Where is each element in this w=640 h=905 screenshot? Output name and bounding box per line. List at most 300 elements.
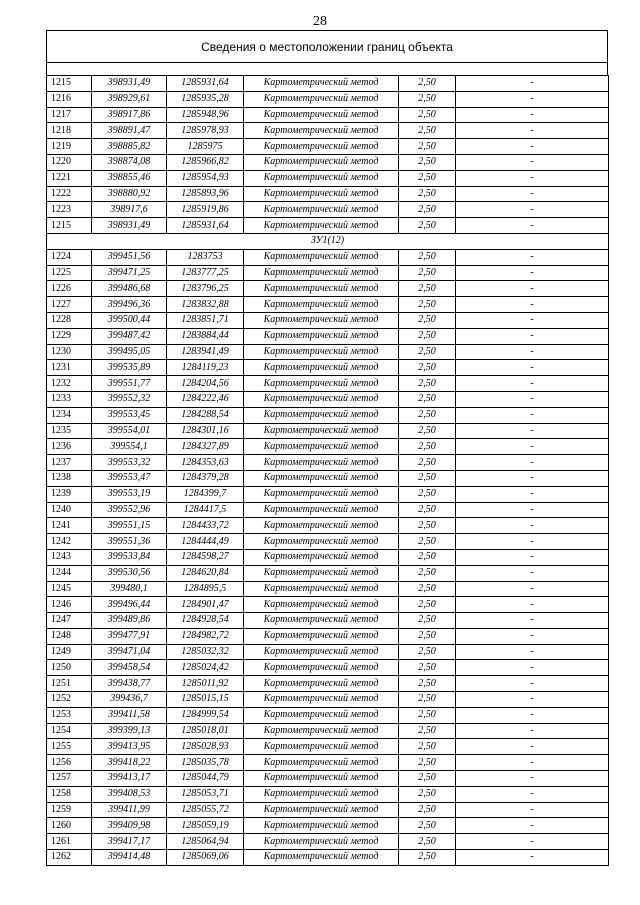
table-row xyxy=(47,139,609,155)
method-cell: Картометрический метод xyxy=(244,170,399,186)
description-cell: - xyxy=(456,170,609,186)
point-number-cell: 1245 xyxy=(47,581,92,597)
x-coordinate-cell: 399486,68 xyxy=(92,281,167,297)
method-cell: Картометрический метод xyxy=(244,455,399,471)
y-coordinate-cell: 1285015,15 xyxy=(167,692,244,708)
accuracy-cell: 2,50 xyxy=(399,581,456,597)
method-cell: Картометрический метод xyxy=(244,76,399,92)
method-cell: Картометрический метод xyxy=(244,692,399,708)
accuracy-cell: 2,50 xyxy=(399,692,456,708)
table-row xyxy=(47,565,609,581)
table-row xyxy=(47,360,609,376)
description-cell: - xyxy=(456,455,609,471)
x-coordinate-cell: 398885,82 xyxy=(92,139,167,155)
point-number-cell: 1236 xyxy=(47,439,92,455)
x-coordinate-cell: 399554,1 xyxy=(92,439,167,455)
point-number-cell: 1257 xyxy=(47,771,92,787)
accuracy-cell: 2,50 xyxy=(399,281,456,297)
method-cell: Картометрический метод xyxy=(244,660,399,676)
table-row xyxy=(47,107,609,123)
accuracy-cell: 2,50 xyxy=(399,328,456,344)
point-number-cell: 1223 xyxy=(47,202,92,218)
accuracy-cell: 2,50 xyxy=(399,360,456,376)
x-coordinate-cell: 399553,32 xyxy=(92,455,167,471)
description-cell: - xyxy=(456,786,609,802)
description-cell: - xyxy=(456,613,609,629)
method-cell: Картометрический метод xyxy=(244,802,399,818)
point-number-cell: 1235 xyxy=(47,423,92,439)
y-coordinate-cell: 1284417,5 xyxy=(167,502,244,518)
x-coordinate-cell: 399451,56 xyxy=(92,249,167,265)
table-row xyxy=(47,518,609,534)
point-number-cell: 1250 xyxy=(47,660,92,676)
y-coordinate-cell: 1284598,27 xyxy=(167,549,244,565)
y-coordinate-cell: 1285935,28 xyxy=(167,91,244,107)
point-number-cell: 1241 xyxy=(47,518,92,534)
method-cell: Картометрический метод xyxy=(244,534,399,550)
point-number-cell: 1221 xyxy=(47,170,92,186)
x-coordinate-cell: 399487,42 xyxy=(92,328,167,344)
y-coordinate-cell: 1284399,7 xyxy=(167,486,244,502)
x-coordinate-cell: 399489,86 xyxy=(92,613,167,629)
table-row xyxy=(47,581,609,597)
accuracy-cell: 2,50 xyxy=(399,202,456,218)
description-cell: - xyxy=(456,502,609,518)
method-cell: Картометрический метод xyxy=(244,549,399,565)
point-number-cell: 1240 xyxy=(47,502,92,518)
table-row xyxy=(47,123,609,139)
method-cell: Картометрический метод xyxy=(244,391,399,407)
y-coordinate-cell: 1284119,23 xyxy=(167,360,244,376)
table-row xyxy=(47,628,609,644)
x-coordinate-cell: 399496,36 xyxy=(92,297,167,313)
point-number-cell: 1224 xyxy=(47,249,92,265)
point-number-cell: 1238 xyxy=(47,470,92,486)
point-number-cell: 1230 xyxy=(47,344,92,360)
table-row xyxy=(47,834,609,850)
x-coordinate-cell: 399409,98 xyxy=(92,818,167,834)
table-row xyxy=(47,218,609,234)
method-cell: Картометрический метод xyxy=(244,107,399,123)
y-coordinate-cell: 1283941,49 xyxy=(167,344,244,360)
point-number-cell: 1228 xyxy=(47,312,92,328)
method-cell: Картометрический метод xyxy=(244,786,399,802)
description-cell: - xyxy=(456,344,609,360)
method-cell: Картометрический метод xyxy=(244,423,399,439)
table-row xyxy=(47,644,609,660)
description-cell: - xyxy=(456,439,609,455)
method-cell: Картометрический метод xyxy=(244,202,399,218)
point-number-cell: 1260 xyxy=(47,818,92,834)
y-coordinate-cell: 1285024,42 xyxy=(167,660,244,676)
description-cell: - xyxy=(456,660,609,676)
table-row xyxy=(47,470,609,486)
method-cell: Картометрический метод xyxy=(244,739,399,755)
accuracy-cell: 2,50 xyxy=(399,249,456,265)
method-cell: Картометрический метод xyxy=(244,328,399,344)
method-cell: Картометрический метод xyxy=(244,644,399,660)
table-row xyxy=(47,281,609,297)
method-cell: Картометрический метод xyxy=(244,297,399,313)
description-cell: - xyxy=(456,139,609,155)
x-coordinate-cell: 398929,61 xyxy=(92,91,167,107)
y-coordinate-cell: 1284288,54 xyxy=(167,407,244,423)
header-spacer-row xyxy=(46,62,608,75)
description-cell: - xyxy=(456,202,609,218)
y-coordinate-cell: 1284204,56 xyxy=(167,376,244,392)
x-coordinate-cell: 398880,92 xyxy=(92,186,167,202)
y-coordinate-cell: 1285035,78 xyxy=(167,755,244,771)
y-coordinate-cell: 1284379,28 xyxy=(167,470,244,486)
y-coordinate-cell: 1284353,63 xyxy=(167,455,244,471)
description-cell: - xyxy=(456,76,609,92)
y-coordinate-cell: 1284444,49 xyxy=(167,534,244,550)
y-coordinate-cell: 1284982,72 xyxy=(167,628,244,644)
point-number-cell: 1256 xyxy=(47,755,92,771)
x-coordinate-cell: 398891,47 xyxy=(92,123,167,139)
x-coordinate-cell: 398874,08 xyxy=(92,154,167,170)
accuracy-cell: 2,50 xyxy=(399,154,456,170)
accuracy-cell: 2,50 xyxy=(399,723,456,739)
accuracy-cell: 2,50 xyxy=(399,344,456,360)
method-cell: Картометрический метод xyxy=(244,818,399,834)
accuracy-cell: 2,50 xyxy=(399,707,456,723)
accuracy-cell: 2,50 xyxy=(399,407,456,423)
accuracy-cell: 2,50 xyxy=(399,218,456,234)
x-coordinate-cell: 399471,25 xyxy=(92,265,167,281)
x-coordinate-cell: 399471,04 xyxy=(92,644,167,660)
point-number-cell: 1253 xyxy=(47,707,92,723)
point-number-cell: 1233 xyxy=(47,391,92,407)
table-row xyxy=(47,692,609,708)
x-coordinate-cell: 399533,84 xyxy=(92,549,167,565)
accuracy-cell: 2,50 xyxy=(399,549,456,565)
y-coordinate-cell: 1285055,72 xyxy=(167,802,244,818)
description-cell: - xyxy=(456,470,609,486)
accuracy-cell: 2,50 xyxy=(399,676,456,692)
description-cell: - xyxy=(456,518,609,534)
accuracy-cell: 2,50 xyxy=(399,739,456,755)
table-row xyxy=(47,170,609,186)
y-coordinate-cell: 1284620,84 xyxy=(167,565,244,581)
method-cell: Картометрический метод xyxy=(244,707,399,723)
x-coordinate-cell: 399530,56 xyxy=(92,565,167,581)
description-cell: - xyxy=(456,771,609,787)
x-coordinate-cell: 399477,91 xyxy=(92,628,167,644)
x-coordinate-cell: 398917,6 xyxy=(92,202,167,218)
method-cell: Картометрический метод xyxy=(244,123,399,139)
table-row xyxy=(47,455,609,471)
y-coordinate-cell: 1285011,92 xyxy=(167,676,244,692)
description-cell: - xyxy=(456,281,609,297)
x-coordinate-cell: 399399,13 xyxy=(92,723,167,739)
point-number-cell: 1226 xyxy=(47,281,92,297)
description-cell: - xyxy=(456,644,609,660)
page-number: 28 xyxy=(313,14,327,29)
description-cell: - xyxy=(456,802,609,818)
accuracy-cell: 2,50 xyxy=(399,644,456,660)
description-cell: - xyxy=(456,818,609,834)
accuracy-cell: 2,50 xyxy=(399,423,456,439)
table-row xyxy=(47,660,609,676)
description-cell: - xyxy=(456,328,609,344)
table-row xyxy=(47,76,609,92)
method-cell: Картометрический метод xyxy=(244,628,399,644)
table-row xyxy=(47,423,609,439)
x-coordinate-cell: 399413,17 xyxy=(92,771,167,787)
y-coordinate-cell: 1285059,19 xyxy=(167,818,244,834)
y-coordinate-cell: 1284901,47 xyxy=(167,597,244,613)
x-coordinate-cell: 399438,77 xyxy=(92,676,167,692)
point-number-cell: 1231 xyxy=(47,360,92,376)
table-row xyxy=(47,771,609,787)
y-coordinate-cell: 1284895,5 xyxy=(167,581,244,597)
x-coordinate-cell: 399553,45 xyxy=(92,407,167,423)
x-coordinate-cell: 399552,96 xyxy=(92,502,167,518)
table-row xyxy=(47,186,609,202)
table-row xyxy=(47,802,609,818)
y-coordinate-cell: 1285966,82 xyxy=(167,154,244,170)
y-coordinate-cell: 1284222,46 xyxy=(167,391,244,407)
accuracy-cell: 2,50 xyxy=(399,107,456,123)
table-row xyxy=(47,486,609,502)
y-coordinate-cell: 1285931,64 xyxy=(167,76,244,92)
table-row xyxy=(47,850,609,866)
method-cell: Картометрический метод xyxy=(244,597,399,613)
document-title: Сведения о местоположении границ объекта xyxy=(46,30,608,62)
x-coordinate-cell: 399411,99 xyxy=(92,802,167,818)
method-cell: Картометрический метод xyxy=(244,154,399,170)
table-row xyxy=(47,202,609,218)
method-cell: Картометрический метод xyxy=(244,502,399,518)
table-row xyxy=(47,328,609,344)
table-row xyxy=(47,391,609,407)
accuracy-cell: 2,50 xyxy=(399,518,456,534)
table-row xyxy=(47,613,609,629)
description-cell: - xyxy=(456,407,609,423)
y-coordinate-cell: 1283777,25 xyxy=(167,265,244,281)
method-cell: Картометрический метод xyxy=(244,186,399,202)
method-cell: Картометрический метод xyxy=(244,470,399,486)
point-number-cell: 1249 xyxy=(47,644,92,660)
table-row xyxy=(47,786,609,802)
x-coordinate-cell: 398931,49 xyxy=(92,218,167,234)
y-coordinate-cell: 1285919,86 xyxy=(167,202,244,218)
y-coordinate-cell: 1285931,64 xyxy=(167,218,244,234)
description-cell: - xyxy=(456,755,609,771)
accuracy-cell: 2,50 xyxy=(399,502,456,518)
point-number-cell: 1232 xyxy=(47,376,92,392)
x-coordinate-cell: 399436,7 xyxy=(92,692,167,708)
description-cell: - xyxy=(456,265,609,281)
point-number-cell: 1248 xyxy=(47,628,92,644)
method-cell: Картометрический метод xyxy=(244,344,399,360)
point-number-cell: 1261 xyxy=(47,834,92,850)
point-number-cell: 1220 xyxy=(47,154,92,170)
point-number-cell: 1242 xyxy=(47,534,92,550)
description-cell: - xyxy=(456,312,609,328)
y-coordinate-cell: 1285948,96 xyxy=(167,107,244,123)
x-coordinate-cell: 399411,58 xyxy=(92,707,167,723)
x-coordinate-cell: 399500,44 xyxy=(92,312,167,328)
description-cell: - xyxy=(456,676,609,692)
table-row xyxy=(47,818,609,834)
accuracy-cell: 2,50 xyxy=(399,628,456,644)
method-cell: Картометрический метод xyxy=(244,834,399,850)
y-coordinate-cell: 1285028,93 xyxy=(167,739,244,755)
method-cell: Картометрический метод xyxy=(244,755,399,771)
point-number-cell: 1254 xyxy=(47,723,92,739)
table-row xyxy=(47,297,609,313)
method-cell: Картометрический метод xyxy=(244,486,399,502)
y-coordinate-cell: 1283796,25 xyxy=(167,281,244,297)
point-number-cell: 1227 xyxy=(47,297,92,313)
y-coordinate-cell: 1283753 xyxy=(167,249,244,265)
table-row xyxy=(47,723,609,739)
accuracy-cell: 2,50 xyxy=(399,439,456,455)
coordinates-table xyxy=(46,75,609,866)
point-number-cell: 1243 xyxy=(47,549,92,565)
point-number-cell: 1246 xyxy=(47,597,92,613)
x-coordinate-cell: 398855,46 xyxy=(92,170,167,186)
point-number-cell: 1247 xyxy=(47,613,92,629)
y-coordinate-cell: 1285954,93 xyxy=(167,170,244,186)
description-cell: - xyxy=(456,423,609,439)
method-cell: Картометрический метод xyxy=(244,265,399,281)
accuracy-cell: 2,50 xyxy=(399,455,456,471)
y-coordinate-cell: 1285893,96 xyxy=(167,186,244,202)
y-coordinate-cell: 1285975 xyxy=(167,139,244,155)
point-number-cell: 1219 xyxy=(47,139,92,155)
y-coordinate-cell: 1284301,16 xyxy=(167,423,244,439)
table-row xyxy=(47,91,609,107)
y-coordinate-cell: 1283884,44 xyxy=(167,328,244,344)
method-cell: Картометрический метод xyxy=(244,91,399,107)
document-sheet xyxy=(46,30,608,866)
description-cell: - xyxy=(456,107,609,123)
accuracy-cell: 2,50 xyxy=(399,755,456,771)
point-number-cell: 1215 xyxy=(47,218,92,234)
accuracy-cell: 2,50 xyxy=(399,91,456,107)
accuracy-cell: 2,50 xyxy=(399,265,456,281)
table-row xyxy=(47,344,609,360)
table-row xyxy=(47,597,609,613)
x-coordinate-cell: 398931,49 xyxy=(92,76,167,92)
x-coordinate-cell: 399496,44 xyxy=(92,597,167,613)
accuracy-cell: 2,50 xyxy=(399,376,456,392)
table-row xyxy=(47,676,609,692)
table-row xyxy=(47,439,609,455)
table-row xyxy=(47,312,609,328)
accuracy-cell: 2,50 xyxy=(399,771,456,787)
accuracy-cell: 2,50 xyxy=(399,613,456,629)
x-coordinate-cell: 399551,77 xyxy=(92,376,167,392)
description-cell: - xyxy=(456,391,609,407)
table-row xyxy=(47,755,609,771)
method-cell: Картометрический метод xyxy=(244,281,399,297)
accuracy-cell: 2,50 xyxy=(399,660,456,676)
point-number-cell: 1255 xyxy=(47,739,92,755)
description-cell: - xyxy=(456,628,609,644)
method-cell: Картометрический метод xyxy=(244,376,399,392)
method-cell: Картометрический метод xyxy=(244,249,399,265)
y-coordinate-cell: 1285069,06 xyxy=(167,850,244,866)
method-cell: Картометрический метод xyxy=(244,312,399,328)
y-coordinate-cell: 1285053,71 xyxy=(167,786,244,802)
method-cell: Картометрический метод xyxy=(244,850,399,866)
table-row xyxy=(47,549,609,565)
point-number-cell: 1258 xyxy=(47,786,92,802)
method-cell: Картометрический метод xyxy=(244,723,399,739)
method-cell: Картометрический метод xyxy=(244,218,399,234)
accuracy-cell: 2,50 xyxy=(399,802,456,818)
x-coordinate-cell: 399495,05 xyxy=(92,344,167,360)
point-number-cell: 1234 xyxy=(47,407,92,423)
description-cell: - xyxy=(456,249,609,265)
y-coordinate-cell: 1285044,79 xyxy=(167,771,244,787)
x-coordinate-cell: 399408,53 xyxy=(92,786,167,802)
y-coordinate-cell: 1285064,94 xyxy=(167,834,244,850)
description-cell: - xyxy=(456,376,609,392)
method-cell: Картометрический метод xyxy=(244,139,399,155)
method-cell: Картометрический метод xyxy=(244,676,399,692)
description-cell: - xyxy=(456,723,609,739)
accuracy-cell: 2,50 xyxy=(399,186,456,202)
table-row xyxy=(47,154,609,170)
accuracy-cell: 2,50 xyxy=(399,850,456,866)
point-number-cell: 1237 xyxy=(47,455,92,471)
description-cell: - xyxy=(456,91,609,107)
point-number-cell: 1259 xyxy=(47,802,92,818)
description-cell: - xyxy=(456,597,609,613)
x-coordinate-cell: 399554,01 xyxy=(92,423,167,439)
table-row xyxy=(47,265,609,281)
x-coordinate-cell: 399458,54 xyxy=(92,660,167,676)
accuracy-cell: 2,50 xyxy=(399,391,456,407)
accuracy-cell: 2,50 xyxy=(399,786,456,802)
description-cell: - xyxy=(456,486,609,502)
table-row xyxy=(47,502,609,518)
accuracy-cell: 2,50 xyxy=(399,834,456,850)
description-cell: - xyxy=(456,581,609,597)
point-number-cell: 1222 xyxy=(47,186,92,202)
x-coordinate-cell: 398917,86 xyxy=(92,107,167,123)
accuracy-cell: 2,50 xyxy=(399,139,456,155)
description-cell: - xyxy=(456,218,609,234)
point-number-cell: 1262 xyxy=(47,850,92,866)
table-row xyxy=(47,407,609,423)
point-number-cell: 1251 xyxy=(47,676,92,692)
point-number-cell: 1217 xyxy=(47,107,92,123)
x-coordinate-cell: 399552,32 xyxy=(92,391,167,407)
point-number-cell: 1225 xyxy=(47,265,92,281)
y-coordinate-cell: 1283832,88 xyxy=(167,297,244,313)
method-cell: Картометрический метод xyxy=(244,407,399,423)
x-coordinate-cell: 399414,48 xyxy=(92,850,167,866)
accuracy-cell: 2,50 xyxy=(399,312,456,328)
x-coordinate-cell: 399553,19 xyxy=(92,486,167,502)
y-coordinate-cell: 1285032,32 xyxy=(167,644,244,660)
accuracy-cell: 2,50 xyxy=(399,123,456,139)
x-coordinate-cell: 399551,36 xyxy=(92,534,167,550)
accuracy-cell: 2,50 xyxy=(399,534,456,550)
accuracy-cell: 2,50 xyxy=(399,565,456,581)
section-row xyxy=(47,233,609,249)
accuracy-cell: 2,50 xyxy=(399,297,456,313)
method-cell: Картометрический метод xyxy=(244,439,399,455)
accuracy-cell: 2,50 xyxy=(399,76,456,92)
method-cell: Картометрический метод xyxy=(244,613,399,629)
